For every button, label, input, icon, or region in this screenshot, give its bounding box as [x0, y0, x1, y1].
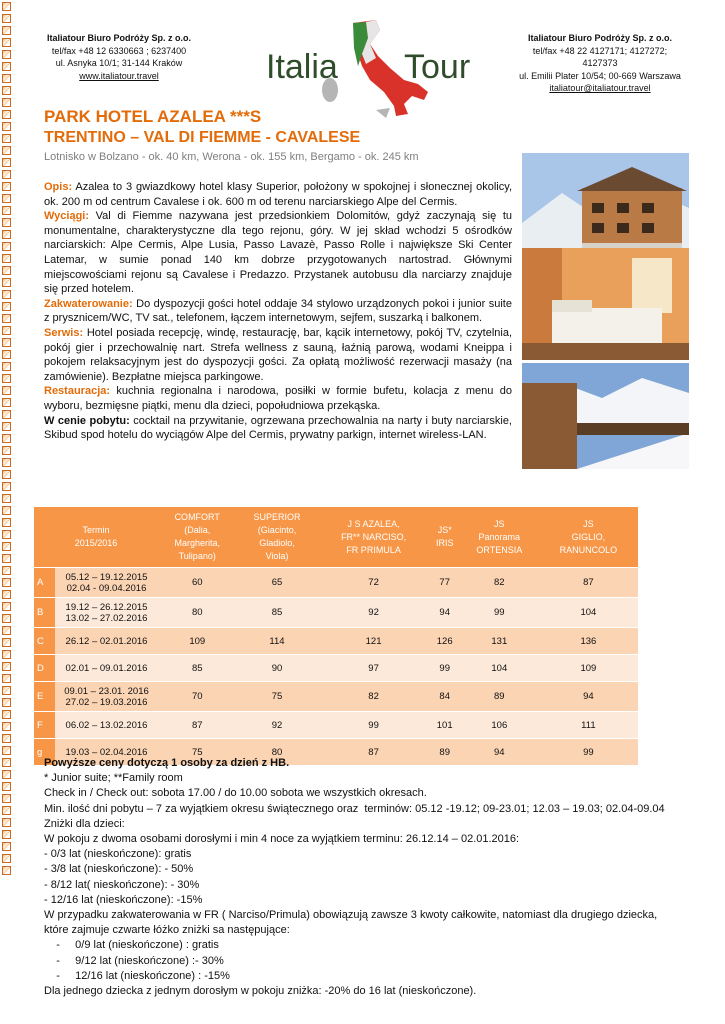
border-square	[2, 818, 11, 827]
price-cell: 126	[430, 628, 460, 655]
season-key: C	[34, 628, 55, 655]
border-square	[2, 410, 11, 419]
border-square	[2, 710, 11, 719]
section-serwis: Serwis: Hotel posiada recepcję, windę, restaurację, bar, kącik internetowy, pokój TV, czytelnia, pokój gier i przechowalnię nart. Strefa wellness z sauną, łaźnią parową, wodami Kneippa i pokojem relaksacyjnym jest do dyspozycji gości. Za opłatą możliwość rezerwacji masaży (na zamówienie). Bezpłatne miejsca parkingowe.	[44, 326, 512, 383]
date-range: 19.12 – 26.12.2015	[65, 601, 148, 613]
border-square	[2, 194, 11, 203]
date-range: 02.04 - 09.04.2016	[66, 582, 147, 594]
border-square	[2, 626, 11, 635]
price-cell: 94	[430, 598, 460, 628]
border-square	[2, 674, 11, 683]
border-square	[2, 278, 11, 287]
border-square	[2, 350, 11, 359]
price-cell: 70	[158, 682, 236, 712]
border-square	[2, 134, 11, 143]
border-square	[2, 62, 11, 71]
border-square	[2, 458, 11, 467]
border-square	[2, 74, 11, 83]
border-square	[2, 794, 11, 803]
price-cell: 85	[158, 655, 236, 682]
border-square	[2, 578, 11, 587]
border-square	[2, 50, 11, 59]
season-dates	[55, 682, 158, 712]
note-line: które zajmuje czwarte łóżko zniżki sa następujące:	[44, 924, 290, 937]
border-square	[2, 434, 11, 443]
room-type-header: JS GIGLIO, RANUNCOLO	[539, 507, 638, 568]
price-cell: 104	[460, 655, 539, 682]
price-cell: 121	[318, 628, 430, 655]
italiatour-logo	[258, 18, 473, 120]
border-square	[2, 14, 11, 23]
price-cell: 92	[236, 712, 317, 739]
table-row	[34, 712, 638, 739]
date-range: 02.01 – 09.01.2016	[65, 662, 148, 674]
right-office-phone: tel/fax +48 22 4127171; 4127272; 4127373	[532, 45, 668, 68]
decorative-border	[0, 0, 14, 1024]
season-key: B	[34, 598, 55, 628]
season-key: F	[34, 712, 55, 739]
left-office-phone: tel/fax +48 12 6330663 ; 6237400	[51, 45, 187, 56]
room-type-header: SUPERIOR (Giacinto, Gladiolo, Viola)	[236, 507, 317, 568]
border-square	[2, 494, 11, 503]
hotel-description	[44, 180, 512, 443]
table-row	[34, 598, 638, 628]
price-cell: 84	[430, 682, 460, 712]
table-row	[34, 682, 638, 712]
price-cell: 99	[460, 598, 539, 628]
airport-distances: Lotnisko w Bolzano - ok. 40 km, Werona - ok. 155 km, Bergamo - ok. 245 km	[44, 151, 419, 163]
table-row	[34, 628, 638, 655]
date-range: 13.02 – 27.02.2016	[65, 612, 148, 624]
border-square	[2, 386, 11, 395]
price-cell: 111	[539, 712, 638, 739]
border-square	[2, 230, 11, 239]
room-type-header: JS Panorama ORTENSIA	[460, 507, 539, 568]
border-square	[2, 638, 11, 647]
price-cell: 72	[318, 568, 430, 598]
right-office-name: Italiatour Biuro Podróży Sp. z o.o.	[527, 33, 672, 43]
price-cell: 87	[318, 739, 430, 766]
border-square	[2, 602, 11, 611]
price-cell: 65	[236, 568, 317, 598]
hotel-winter-photo	[522, 363, 689, 469]
border-square	[2, 542, 11, 551]
price-cell: 82	[460, 568, 539, 598]
season-key: D	[34, 655, 55, 682]
border-square	[2, 806, 11, 815]
price-cell: 104	[539, 598, 638, 628]
border-square	[2, 422, 11, 431]
note-line: Check in / Check out: sobota 17.00 / do 10.00 sobota we wszystkich okresach.	[44, 787, 427, 800]
border-square	[2, 242, 11, 251]
room-type-header: COMFORT (Dalia, Margherita, Tulipano)	[158, 507, 236, 568]
note-line: Zniżki dla dzieci:	[44, 817, 125, 830]
term-header: Termin 2015/2016	[34, 507, 158, 568]
border-square	[2, 374, 11, 383]
right-office-address: ul. Emilii Plater 10/54; 00-669 Warszawa	[519, 70, 681, 81]
price-cell: 82	[318, 682, 430, 712]
price-cell: 89	[430, 739, 460, 766]
notes-headline: Powyższe ceny dotyczą 1 osoby za dzień z HB.	[44, 757, 290, 769]
season-key: E	[34, 682, 55, 712]
season-key: g	[34, 739, 55, 766]
note-line: Dla jednego dziecka z jednym dorosłym w pokoju zniżka: -20% do 16 lat (nieskończone).	[44, 985, 477, 998]
border-square	[2, 746, 11, 755]
date-range: 06.02 – 13.02.2016	[65, 719, 148, 731]
border-square	[2, 98, 11, 107]
price-cell: 85	[236, 598, 317, 628]
season-dates	[55, 628, 158, 655]
note-line: - 12/16 lat (nieskończone): -15%	[44, 893, 203, 906]
table-row	[34, 568, 638, 598]
date-range: 19.03 – 02.04.2016	[65, 746, 148, 758]
border-square	[2, 482, 11, 491]
border-square	[2, 758, 11, 767]
price-cell: 75	[158, 739, 236, 766]
hotel-location: TRENTINO – VAL DI FIEMME - CAVALESE	[44, 129, 361, 146]
border-square	[2, 254, 11, 263]
border-square	[2, 566, 11, 575]
website-link[interactable]: www.italiatour.travel	[79, 70, 159, 81]
season-dates	[55, 712, 158, 739]
border-square	[2, 110, 11, 119]
left-office-contact	[34, 32, 204, 82]
date-range: 05.12 – 19.12.2015	[65, 571, 148, 583]
email-link[interactable]: italiatour@italiatour.travel	[549, 83, 651, 93]
price-notes	[44, 756, 684, 999]
border-square	[2, 86, 11, 95]
border-square	[2, 554, 11, 563]
note-line: - 8/12 lat( nieskończone): - 30%	[44, 878, 200, 891]
hotel-room-photo	[522, 248, 689, 360]
border-square	[2, 158, 11, 167]
border-square	[2, 290, 11, 299]
border-square	[2, 326, 11, 335]
note-line: W przypadku zakwaterowania w FR ( Narciso/Primula) obowiązują zawsze 3 kwoty całkowite, natomiast dla drugiego dziecka,	[44, 909, 658, 922]
border-square	[2, 38, 11, 47]
price-cell: 77	[430, 568, 460, 598]
border-square	[2, 698, 11, 707]
note-line: - 9/12 lat (nieskończone) :- 30%	[44, 954, 224, 967]
price-cell: 80	[158, 598, 236, 628]
price-cell: 90	[236, 655, 317, 682]
border-square	[2, 182, 11, 191]
border-square	[2, 398, 11, 407]
border-square	[2, 782, 11, 791]
price-cell: 80	[236, 739, 317, 766]
price-cell: 87	[158, 712, 236, 739]
left-office-address: ul. Asnyka 10/1; 31-144 Kraków	[55, 58, 183, 68]
border-square	[2, 170, 11, 179]
border-square	[2, 590, 11, 599]
border-square	[2, 842, 11, 851]
price-cell: 94	[460, 739, 539, 766]
border-square	[2, 770, 11, 779]
border-square	[2, 266, 11, 275]
right-office-contact	[515, 32, 685, 95]
logo-word-tour: Tour	[404, 48, 471, 86]
section-zakwaterowanie: Zakwaterowanie: Do dyspozycji gości hotel oddaje 34 stylowo urządzonych pokoi i junior suite z prysznicem/WC, TV sat., telefonem, łączem internetowym, sejfem, suszarką i balkonem.	[44, 297, 512, 325]
note-line: W pokoju z dwoma osobami dorosłymi i min 4 noce za wyjątkiem terminu: 26.12.14 – 02.01.2016:	[44, 833, 520, 846]
border-square	[2, 518, 11, 527]
section-w-cenie: W cenie pobytu: cocktail na przywitanie, ogrzewana przechowalnia na narty i buty narciarskie, Skibud spod hotelu do wyciągów Alpe del Cermis, prywatny parkign, internet wireless-LAN.	[44, 414, 512, 442]
price-cell: 89	[460, 682, 539, 712]
border-square	[2, 506, 11, 515]
room-type-header: J S AZALEA, FR** NARCISO, FR PRIMULA	[318, 507, 430, 568]
date-range: 26.12 – 02.01.2016	[65, 635, 148, 647]
season-dates	[55, 598, 158, 628]
date-range: 09.01 – 23.01. 2016	[64, 685, 149, 697]
border-square	[2, 446, 11, 455]
border-square	[2, 722, 11, 731]
price-table	[34, 507, 638, 766]
border-square	[2, 122, 11, 131]
border-square	[2, 530, 11, 539]
price-table-header	[34, 507, 638, 568]
note-line: - 0/9 lat (nieskończone) : gratis	[44, 939, 219, 952]
border-square	[2, 302, 11, 311]
price-cell: 99	[539, 739, 638, 766]
border-square	[2, 470, 11, 479]
price-cell: 60	[158, 568, 236, 598]
border-square	[2, 686, 11, 695]
price-cell: 109	[158, 628, 236, 655]
border-square	[2, 26, 11, 35]
border-square	[2, 734, 11, 743]
left-office-name: Italiatour Biuro Podróży Sp. z o.o.	[46, 33, 191, 43]
season-dates	[55, 655, 158, 682]
border-square	[2, 314, 11, 323]
hotel-name: PARK HOTEL AZALEA ***S	[44, 107, 262, 126]
border-square	[2, 146, 11, 155]
border-square	[2, 854, 11, 863]
border-square	[2, 362, 11, 371]
section-opis: Opis: Azalea to 3 gwiazdkowy hotel klasy Superior, położony w spokojnej i słonecznej okolicy, ok. 200 m od centrum Cavalese i ok. 600 m od terenu narciarskiego Alpe del Cermis.	[44, 181, 512, 208]
border-square	[2, 830, 11, 839]
border-square	[2, 662, 11, 671]
border-square	[2, 206, 11, 215]
price-cell: 131	[460, 628, 539, 655]
logo-word-italia: Italia	[266, 48, 338, 86]
note-line: Min. ilość dni pobytu – 7 za wyjątkiem okresu świątecznego oraz terminów: 05.12 -19.12; 09-23.01; 12.03 – 19.03; 02.04-09.04	[44, 802, 665, 815]
price-cell: 109	[539, 655, 638, 682]
price-cell: 99	[318, 712, 430, 739]
note-line: * Junior suite; **Family room	[44, 772, 183, 785]
note-line: - 3/8 lat (nieskończone): - 50%	[44, 863, 194, 876]
section-wyciagi: Wyciągi: Val di Fiemme nazywana jest przedsionkiem Dolomitów, gdyż zaczynają się tu monumentalne, charakterystyczne dla tego rejonu, góry. W jej skład wchodzi 5 ośrodków narciarskich: Alpe Cermis, Alpe Lusia, Passo Lavazè, Passo Rolle i największe Ski Center Latemar, w sumie ponad 140 km dobrze przygotowanych nartostrad. Głównymi miejscowościami rejonu są Cavalese i Predazzo. Przystanek autobusu dla narciarzy znajduje się przed hotelem.	[44, 210, 512, 296]
note-line: - 0/3 lat (nieskończone): gratis	[44, 848, 192, 861]
date-range: 27.02 – 19.03.2016	[65, 696, 148, 708]
price-cell: 92	[318, 598, 430, 628]
price-cell: 99	[430, 655, 460, 682]
price-cell: 87	[539, 568, 638, 598]
price-cell: 94	[539, 682, 638, 712]
border-square	[2, 866, 11, 875]
season-key: A	[34, 568, 55, 598]
room-type-header: JS* IRIS	[430, 507, 460, 568]
border-square	[2, 338, 11, 347]
price-cell: 136	[539, 628, 638, 655]
price-cell: 101	[430, 712, 460, 739]
section-restauracja: Restauracja: kuchnia regionalna i narodowa, posiłki w formie bufetu, kolacja z menu do wyboru, bezmięsne piątki, menu dla dzieci, popołudniowa przekąska.	[44, 385, 512, 412]
border-square	[2, 218, 11, 227]
table-row	[34, 655, 638, 682]
price-cell: 75	[236, 682, 317, 712]
price-cell: 114	[236, 628, 317, 655]
border-square	[2, 614, 11, 623]
border-square	[2, 650, 11, 659]
note-line: - 12/16 lat (nieskończone) : -15%	[44, 969, 230, 982]
price-cell: 106	[460, 712, 539, 739]
season-dates	[55, 568, 158, 598]
border-square	[2, 2, 11, 11]
price-cell: 97	[318, 655, 430, 682]
